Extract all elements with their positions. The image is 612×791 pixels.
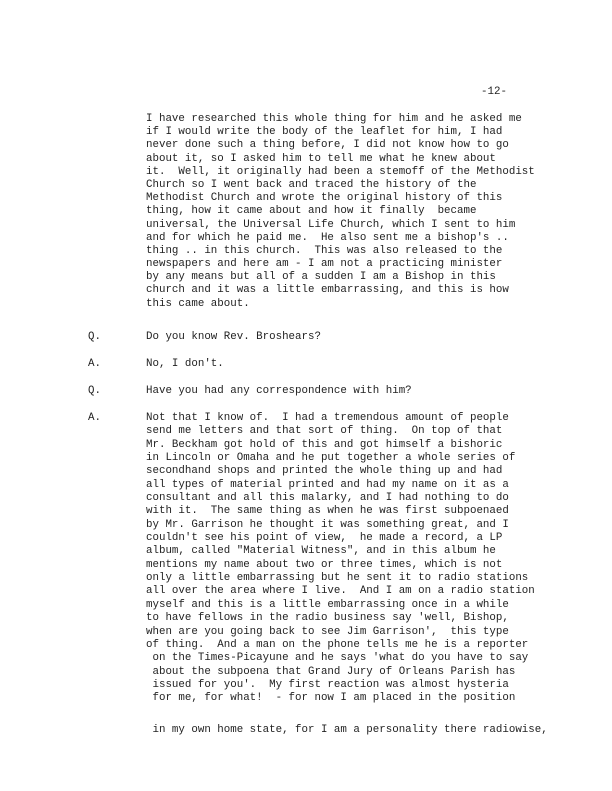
text-line: with it. The same thing as when he was first subpoenaed xyxy=(146,505,509,518)
text-line: secondhand shops and printed the whole thing up and had xyxy=(146,465,503,478)
text-line: in Lincoln or Omaha and he put together a whole series of xyxy=(146,452,516,465)
answer-text: No, I don't. xyxy=(146,358,224,370)
question-text: Do you know Rev. Broshears? xyxy=(146,331,321,343)
page-number: -12- xyxy=(481,86,507,98)
text-line: never done such a thing before, I did not know how to go xyxy=(146,139,509,152)
text-line: I have researched this whole thing for him and he asked me xyxy=(146,113,522,125)
text-line: by any means but all of a sudden I am a Bishop in this xyxy=(146,271,496,284)
speaker-label: Q. xyxy=(88,331,101,343)
speaker-label: A. xyxy=(88,412,101,424)
text-line: universal, the Universal Life Church, which I sent to him xyxy=(146,218,516,231)
text-line: for me, for what! - for now I am placed in the position xyxy=(146,692,516,705)
text-line: when are you going back to see Jim Garrison', this type xyxy=(146,625,509,638)
text-line: issued for you'. My first reaction was almost hysteria xyxy=(146,678,509,691)
text-line: on the Times-Picayune and he says 'what do you have to say xyxy=(146,652,529,665)
text-line: to have fellows in the radio business say 'well, Bishop, xyxy=(146,612,509,625)
text-line: it. Well, it originally had been a stemoff of the Methodist xyxy=(146,165,535,178)
text-line: Mr. Beckham got hold of this and got himself a bishoric xyxy=(146,438,503,451)
text-line: all over the area where I live. And I am on a radio station xyxy=(146,585,535,598)
text-line: church and it was a little embarrassing, and this is how xyxy=(146,284,509,297)
text-line: mentions my name about two or three times, which is not xyxy=(146,558,503,571)
text-line: myself and this is a little embarrassing once in a while xyxy=(146,598,509,611)
text-line: thing .. in this church. This was also released to the xyxy=(146,244,503,257)
final-answer xyxy=(146,412,535,706)
text-line: about it, so I asked him to tell me what he knew about xyxy=(146,152,496,165)
text-line: only a little embarrassing but he sent it to radio stations xyxy=(146,572,529,585)
text-line: thing, how it came about and how it finally became xyxy=(146,205,477,218)
text-line: and for which he paid me. He also sent me a bishop's .. xyxy=(146,231,509,244)
text-line: newspapers and here am - I am not a practicing minister xyxy=(146,258,503,271)
text-line: in my own home state, for I am a personality there radiowise, xyxy=(146,724,548,736)
text-line: Not that I know of. I had a tremendous amount of people xyxy=(146,412,509,424)
text-line: album, called "Material Witness", and in this album he xyxy=(146,545,496,558)
text-line: send me letters and that sort of thing. On top of that xyxy=(146,425,503,438)
text-line: by Mr. Garrison he thought it was something great, and I xyxy=(146,518,509,531)
text-line: about the subpoena that Grand Jury of Orleans Parish has xyxy=(146,665,516,678)
text-line: if I would write the body of the leaflet for him, I had xyxy=(146,126,503,139)
text-line: all types of material printed and had my name on it as a xyxy=(146,478,509,491)
speaker-label: A. xyxy=(88,358,101,370)
text-line: couldn't see his point of view, he made a record, a LP xyxy=(146,532,503,545)
text-line: Church so I went back and traced the history of the xyxy=(146,178,477,191)
speaker-label: Q. xyxy=(88,385,101,397)
text-line: consultant and all this malarky, and I had nothing to do xyxy=(146,492,509,505)
text-line: of thing. And a man on the phone tells me he is a reporter xyxy=(146,638,529,651)
text-line: this came about. xyxy=(146,297,250,310)
question-text: Have you had any correspondence with him? xyxy=(146,385,412,397)
paragraph-1 xyxy=(146,113,535,311)
text-line: Methodist Church and wrote the original history of this xyxy=(146,192,503,205)
